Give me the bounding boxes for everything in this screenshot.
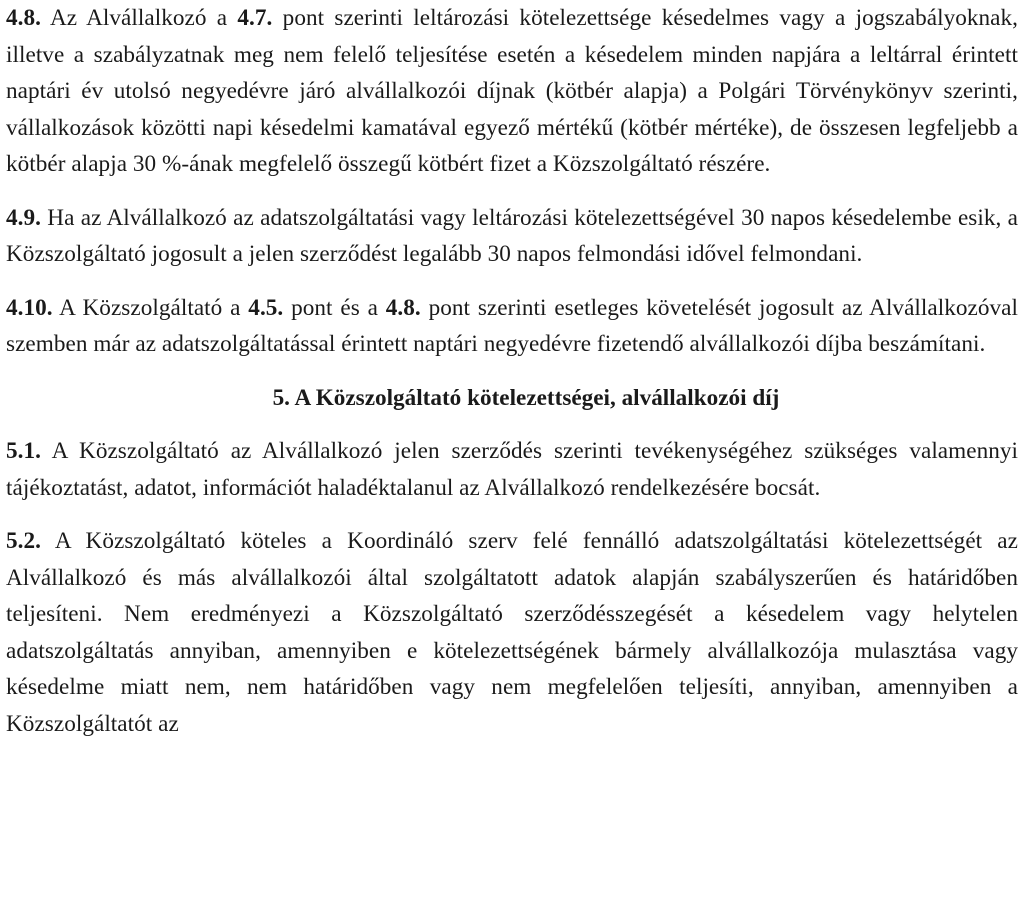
document-page [6, 0, 1018, 742]
paragraph-4-8 [6, 0, 1018, 183]
paragraph-5-1 [6, 433, 1018, 506]
paragraph-gap [6, 506, 1018, 523]
paragraph-text: A Közszolgáltató az Alvállalkozó jelen szerződés szerinti tevékenységéhez szükséges valamennyi tájékoztatást, adatot, információt haladéktalanul az Alvállalkozó rendelkezésére bocsát. [6, 438, 1018, 501]
section-heading [6, 380, 1018, 417]
paragraph-gap [6, 363, 1018, 380]
cross-reference: 4.7. [237, 5, 273, 31]
paragraph-gap [6, 183, 1018, 200]
section-number: 5. [272, 384, 290, 411]
paragraph-5-2 [6, 523, 1018, 742]
paragraph-text: A Közszolgáltató köteles a Koordináló szerv felé fennálló adatszolgáltatási kötelezettségét az Alvállalkozó és más alvállalkozói által szolgáltatott adatok alapján szabályszerűen és határidőben teljesíteni. Nem eredményezi a Közszolgáltató szerződésszegését a késedelem vagy helytelen adatszolgáltatás annyiban, amennyiben e kötelezettségének bármely alvállalkozója mulasztása vagy késedelme miatt nem, nem határidőben vagy nem megfelelően teljesíti, annyiban, amennyiben a Közszolgáltatót az [6, 528, 1018, 737]
paragraph-gap [6, 416, 1018, 433]
paragraph-text: pont szerinti leltározási kötelezettsége késedelmes vagy a jogszabályoknak, illetve a szabályzatnak meg nem felelő teljesítése esetén a késedelem minden napjára a leltárral érintett naptári év utolsó negyedévre járó alvállalkozói díjnak (kötbér alapja) a Polgári Törvénykönyv szerinti, vállalkozások közötti napi késedelmi kamatával egyező mértékű (kötbér mértéke), de összesen legfeljebb a kötbér alapja 30 %-ának megfelelő összegű kötbért fizet a Közszolgáltató részére. [6, 5, 1018, 177]
section-title: A Közszolgáltató kötelezettségei, alvállalkozói díj [289, 384, 780, 411]
paragraph-4-9 [6, 200, 1018, 273]
cross-reference: 4.5. [248, 294, 284, 321]
paragraph-number: 4.10. [6, 294, 53, 321]
paragraph-number: 4.8. [6, 5, 41, 31]
paragraph-number: 5.1. [6, 438, 41, 464]
paragraph-text: Ha az Alvállalkozó az adatszolgáltatási vagy leltározási kötelezettségével 30 napos késedelembe esik, a Közszolgáltató jogosult a jelen szerződést legalább 30 napos felmondási idővel felmondani. [6, 204, 1018, 267]
paragraph-number: 4.9. [6, 204, 41, 231]
paragraph-number: 5.2. [6, 528, 41, 554]
paragraph-text: Az Alvállalkozó a [40, 5, 238, 31]
paragraph-text: pont szerinti esetleges követelését jogosult az Alvállalkozóval szemben már az adatszolgáltatással érintett naptári negyedévre fizetendő alvállalkozói díjba beszámítani. [6, 294, 1018, 357]
paragraph-text: A Közszolgáltató a [52, 294, 249, 321]
paragraph-text: pont és a [283, 294, 386, 321]
cross-reference: 4.8. [385, 294, 421, 321]
paragraph-4-10 [6, 290, 1018, 363]
paragraph-gap [6, 273, 1018, 290]
